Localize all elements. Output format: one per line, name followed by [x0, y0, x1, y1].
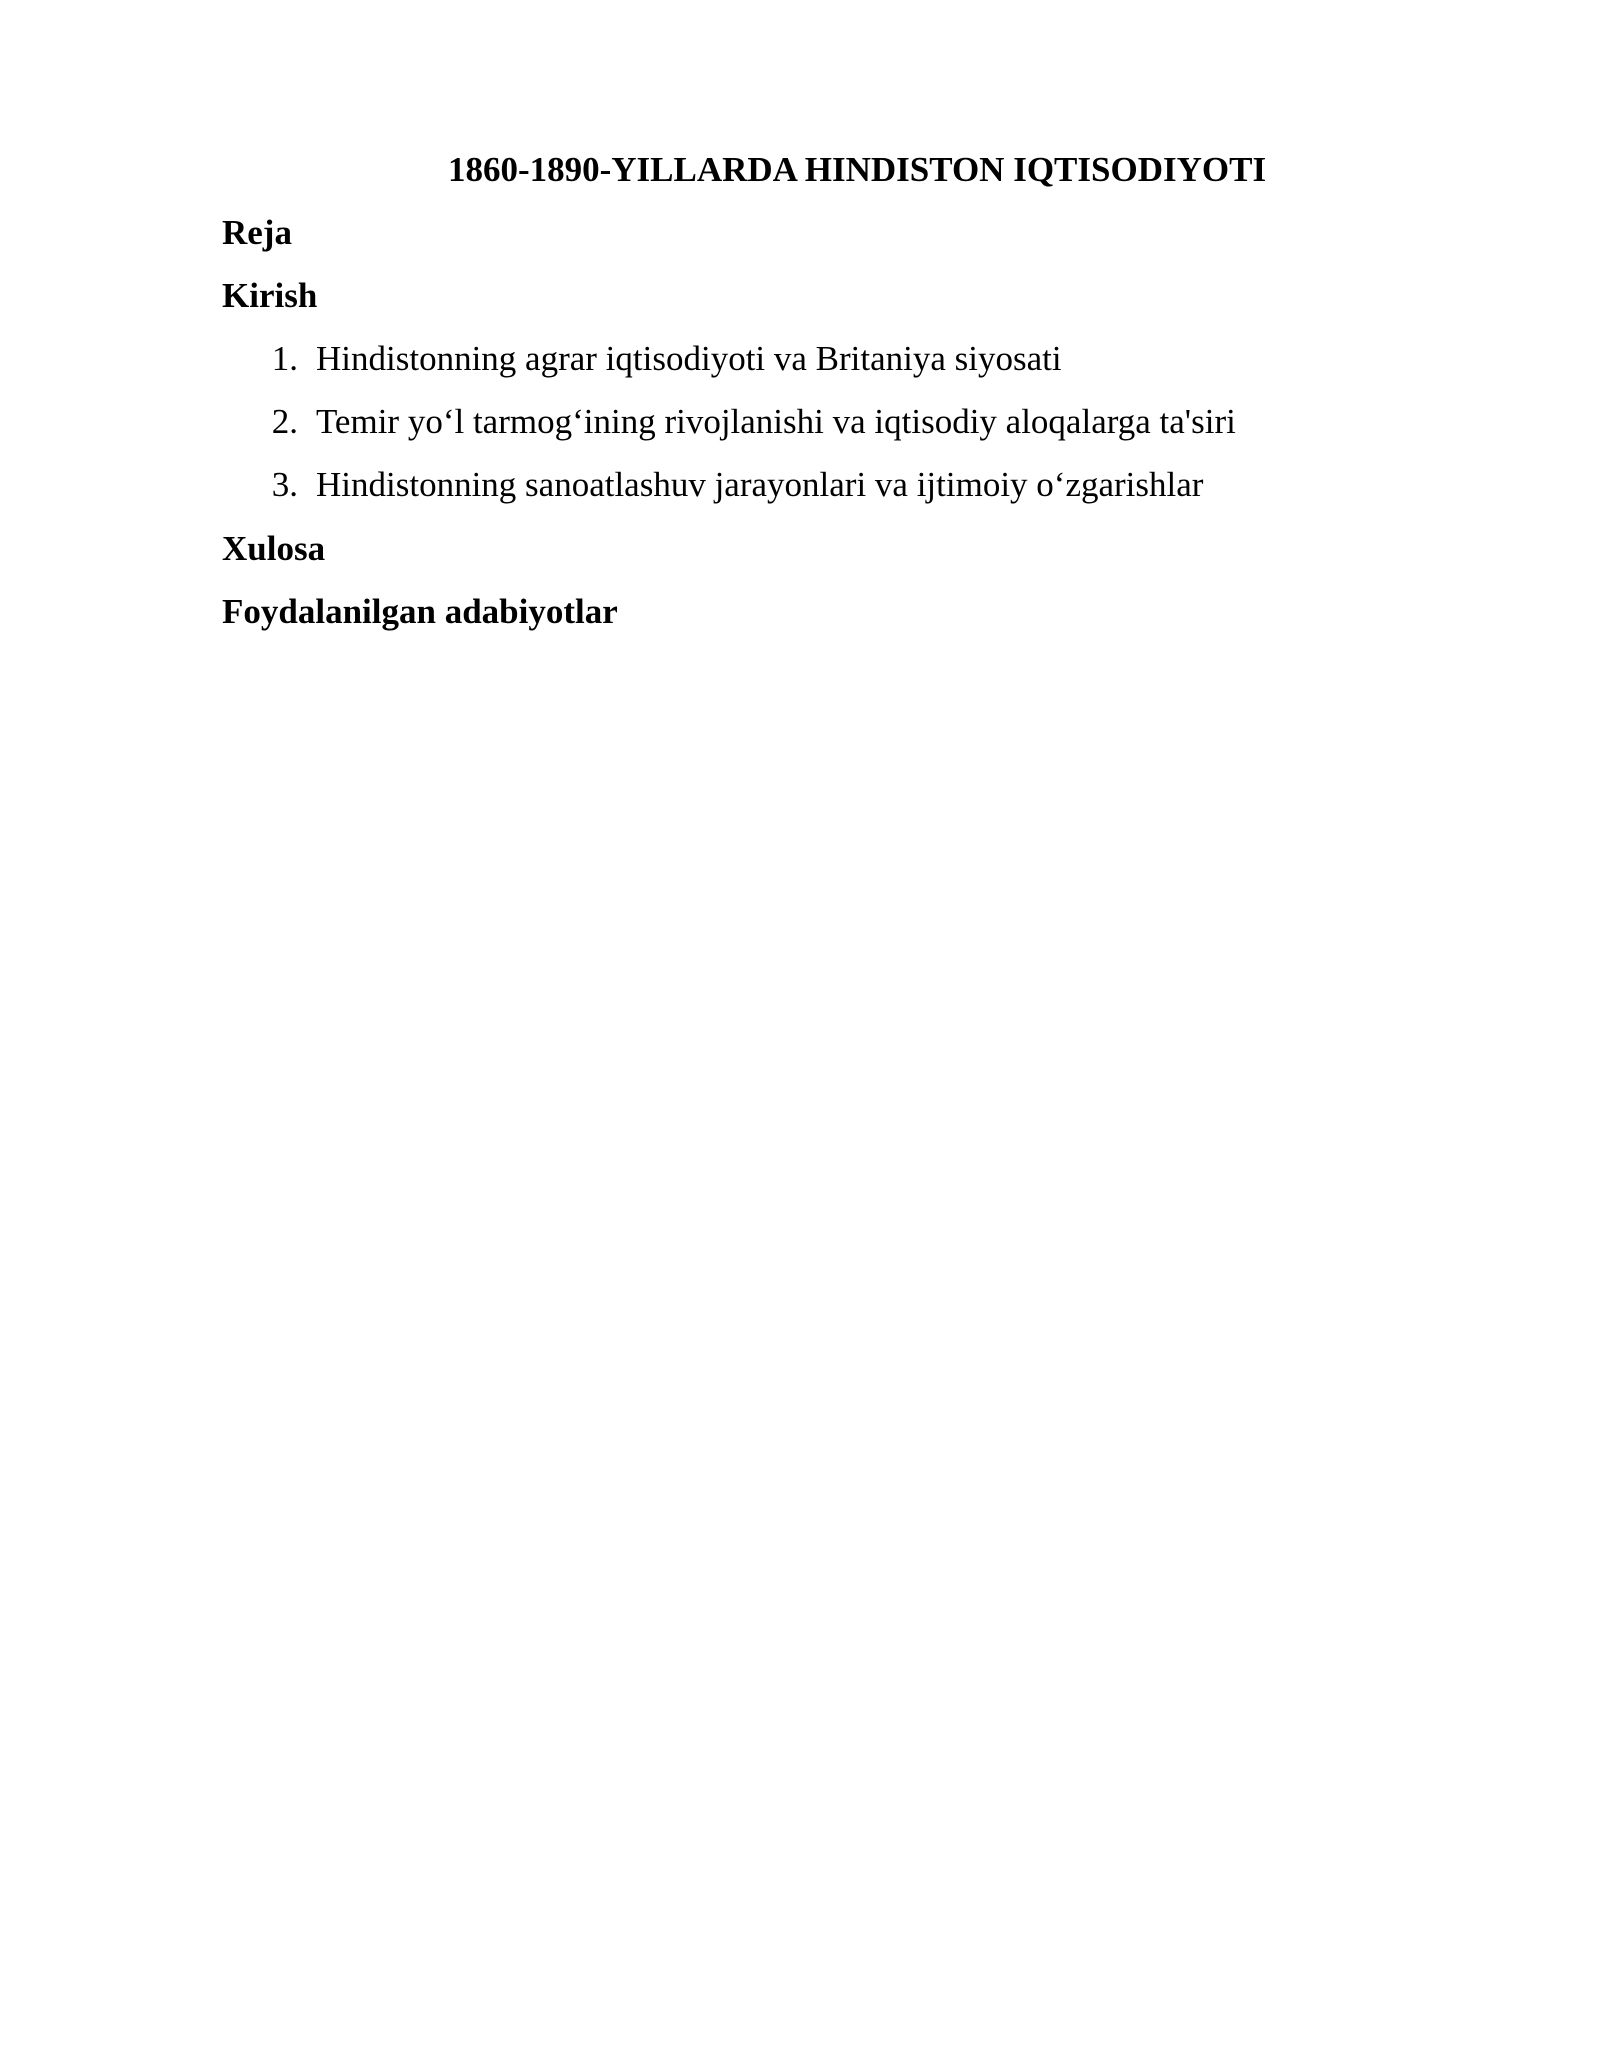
plan-heading: Reja — [222, 213, 292, 252]
plan-item-text: Hindistonning sanoatlashuv jarayonlari va ijtimoiy o‘zgarishlar — [316, 465, 1204, 504]
plan-item-number: 2. — [271, 402, 298, 441]
plan-item-text: Temir yo‘l tarmog‘ining rivojlanishi va iqtisodiy aloqalarga ta'siri — [316, 402, 1236, 441]
plan-item — [0, 463, 1600, 526]
references-heading: Foydalanilgan adabiyotlar — [222, 592, 618, 631]
intro-heading: Kirish — [222, 276, 318, 315]
plan-item — [0, 400, 1600, 463]
plan-item-number: 1. — [271, 339, 298, 378]
document-title: 1860-1890-YILLARDA HINDISTON IQTISODIYOTI — [447, 150, 1267, 189]
plan-item — [0, 337, 1600, 400]
plan-list — [0, 337, 1600, 526]
plan-item-text: Hindistonning agrar iqtisodiyoti va Britaniya siyosati — [316, 339, 1062, 378]
conclusion-heading: Xulosa — [222, 529, 326, 568]
plan-item-number: 3. — [271, 465, 298, 504]
